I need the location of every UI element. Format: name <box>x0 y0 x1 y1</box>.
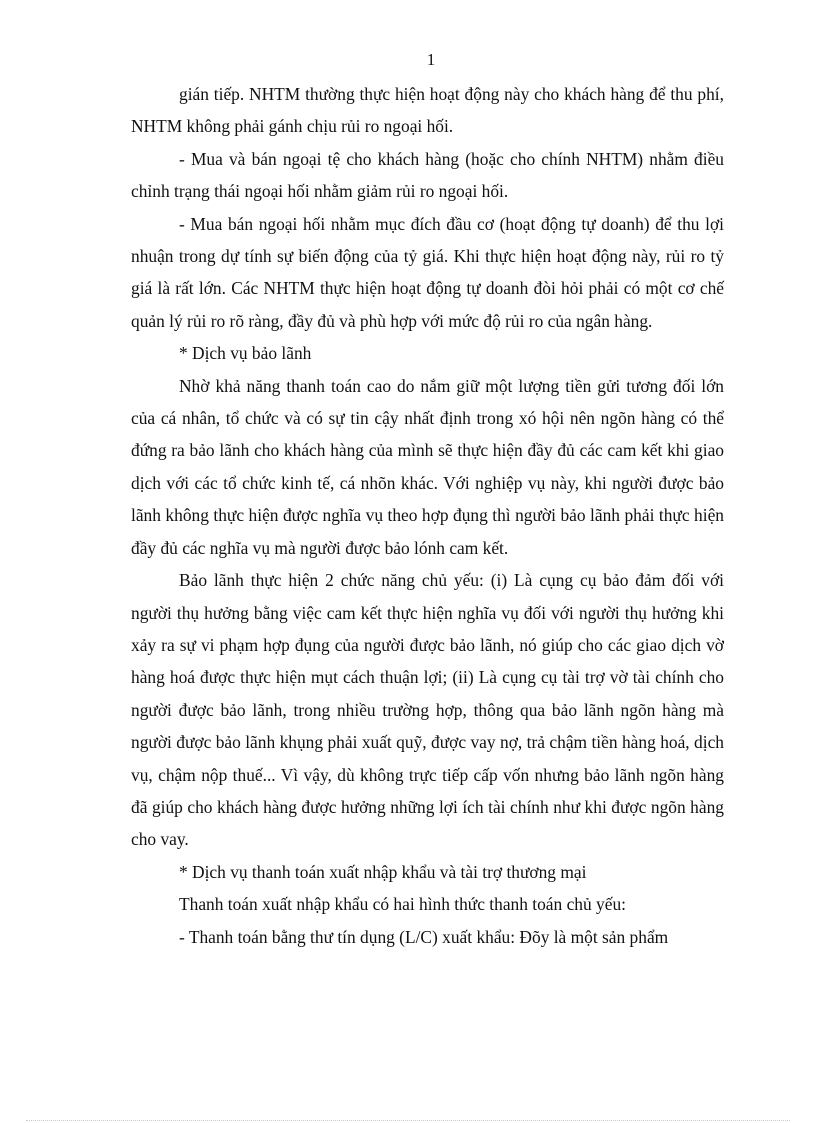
paragraph-guarantee-intro: Nhờ khả năng thanh toán cao do nắm giữ một lượng tiền gửi tương đối lớn của cá nhân, tổ chức và có sự tin cậy nhất định trong xó hội nên ngõn hàng có thể đứng ra bảo lãnh cho khách hàng của mình sẽ thực hiện đầy đủ các cam kết khi giao dịch với các tổ chức kinh tế, cá nhõn khác. Với nghiệp vụ này, khi người được bảo lãnh không thực hiện được nghĩa vụ theo hợp đụng thì người bảo lãnh phải thực hiện đầy đủ các nghĩa vụ mà người được bảo lónh cam kết. <box>131 375 724 558</box>
paragraph-fx-buy-sell: - Mua và bán ngoại tệ cho khách hàng (hoặc cho chính NHTM) nhằm điều chỉnh trạng thái ngoại hối nhằm giảm rủi ro ngoại hối. <box>131 148 724 202</box>
paragraph-fx-intro: gián tiếp. NHTM thường thực hiện hoạt động này cho khách hàng để thu phí, NHTM không phải gánh chịu rủi ro ngoại hối. <box>131 84 724 137</box>
page-number: 1 <box>426 50 436 69</box>
heading-trade-finance-service: * Dịch vụ thanh toán xuất nhập khẩu và tài trợ thương mại <box>179 861 587 882</box>
page-bottom-rule <box>26 1120 790 1121</box>
paragraph-letter-of-credit: - Thanh toán bằng thư tín dụng (L/C) xuất khẩu: Đõy là một sản phẩm <box>179 926 669 947</box>
paragraph-fx-speculation: - Mua bán ngoại hối nhằm mục đích đầu cơ (hoạt động tự doanh) để thu lợi nhuận trong dự tính sự biến động của tỷ giá. Khi thực hiện hoạt động này, rủi ro tỷ giá là rất lớn. Các NHTM thực hiện hoạt động tự doanh đòi hỏi phải có một cơ chế quản lý rủi ro rõ ràng, đầy đủ và phù hợp với mức độ rủi ro của ngân hàng. <box>131 213 724 331</box>
heading-guarantee-service: * Dịch vụ bảo lãnh <box>179 343 312 364</box>
paragraph-guarantee-functions: Bảo lãnh thực hiện 2 chức năng chủ yếu: (i) Là cụng cụ bảo đảm đối với người thụ hưởng bằng việc cam kết thực hiện nghĩa vụ đối với người thụ hưởng khi xảy ra sự vi phạm hợp đụng của người được bảo lãnh, nó giúp cho các giao dịch vờ hàng hoá được thực hiện mụt cách thuận lợi; (ii) Là cụng cụ tài trợ vờ tài chính cho người được bảo lãnh, trong nhiều trường hợp, thông qua bảo lãnh ngõn hàng mà người được bảo lãnh khụng phải xuất quỹ, được vay nợ, trả chậm tiền hàng hoá, dịch vụ, chậm nộp thuế... Vì vậy, dù không trực tiếp cấp vốn nhưng bảo lãnh ngõn hàng đã giúp cho khách hàng được hưởng những lợi ích tài chính như khi được ngõn hàng cho vay. <box>131 570 724 850</box>
body-text <box>131 78 724 953</box>
paragraph-trade-payment-forms: Thanh toán xuất nhập khẩu có hai hình thức thanh toán chủ yếu: <box>179 894 626 915</box>
